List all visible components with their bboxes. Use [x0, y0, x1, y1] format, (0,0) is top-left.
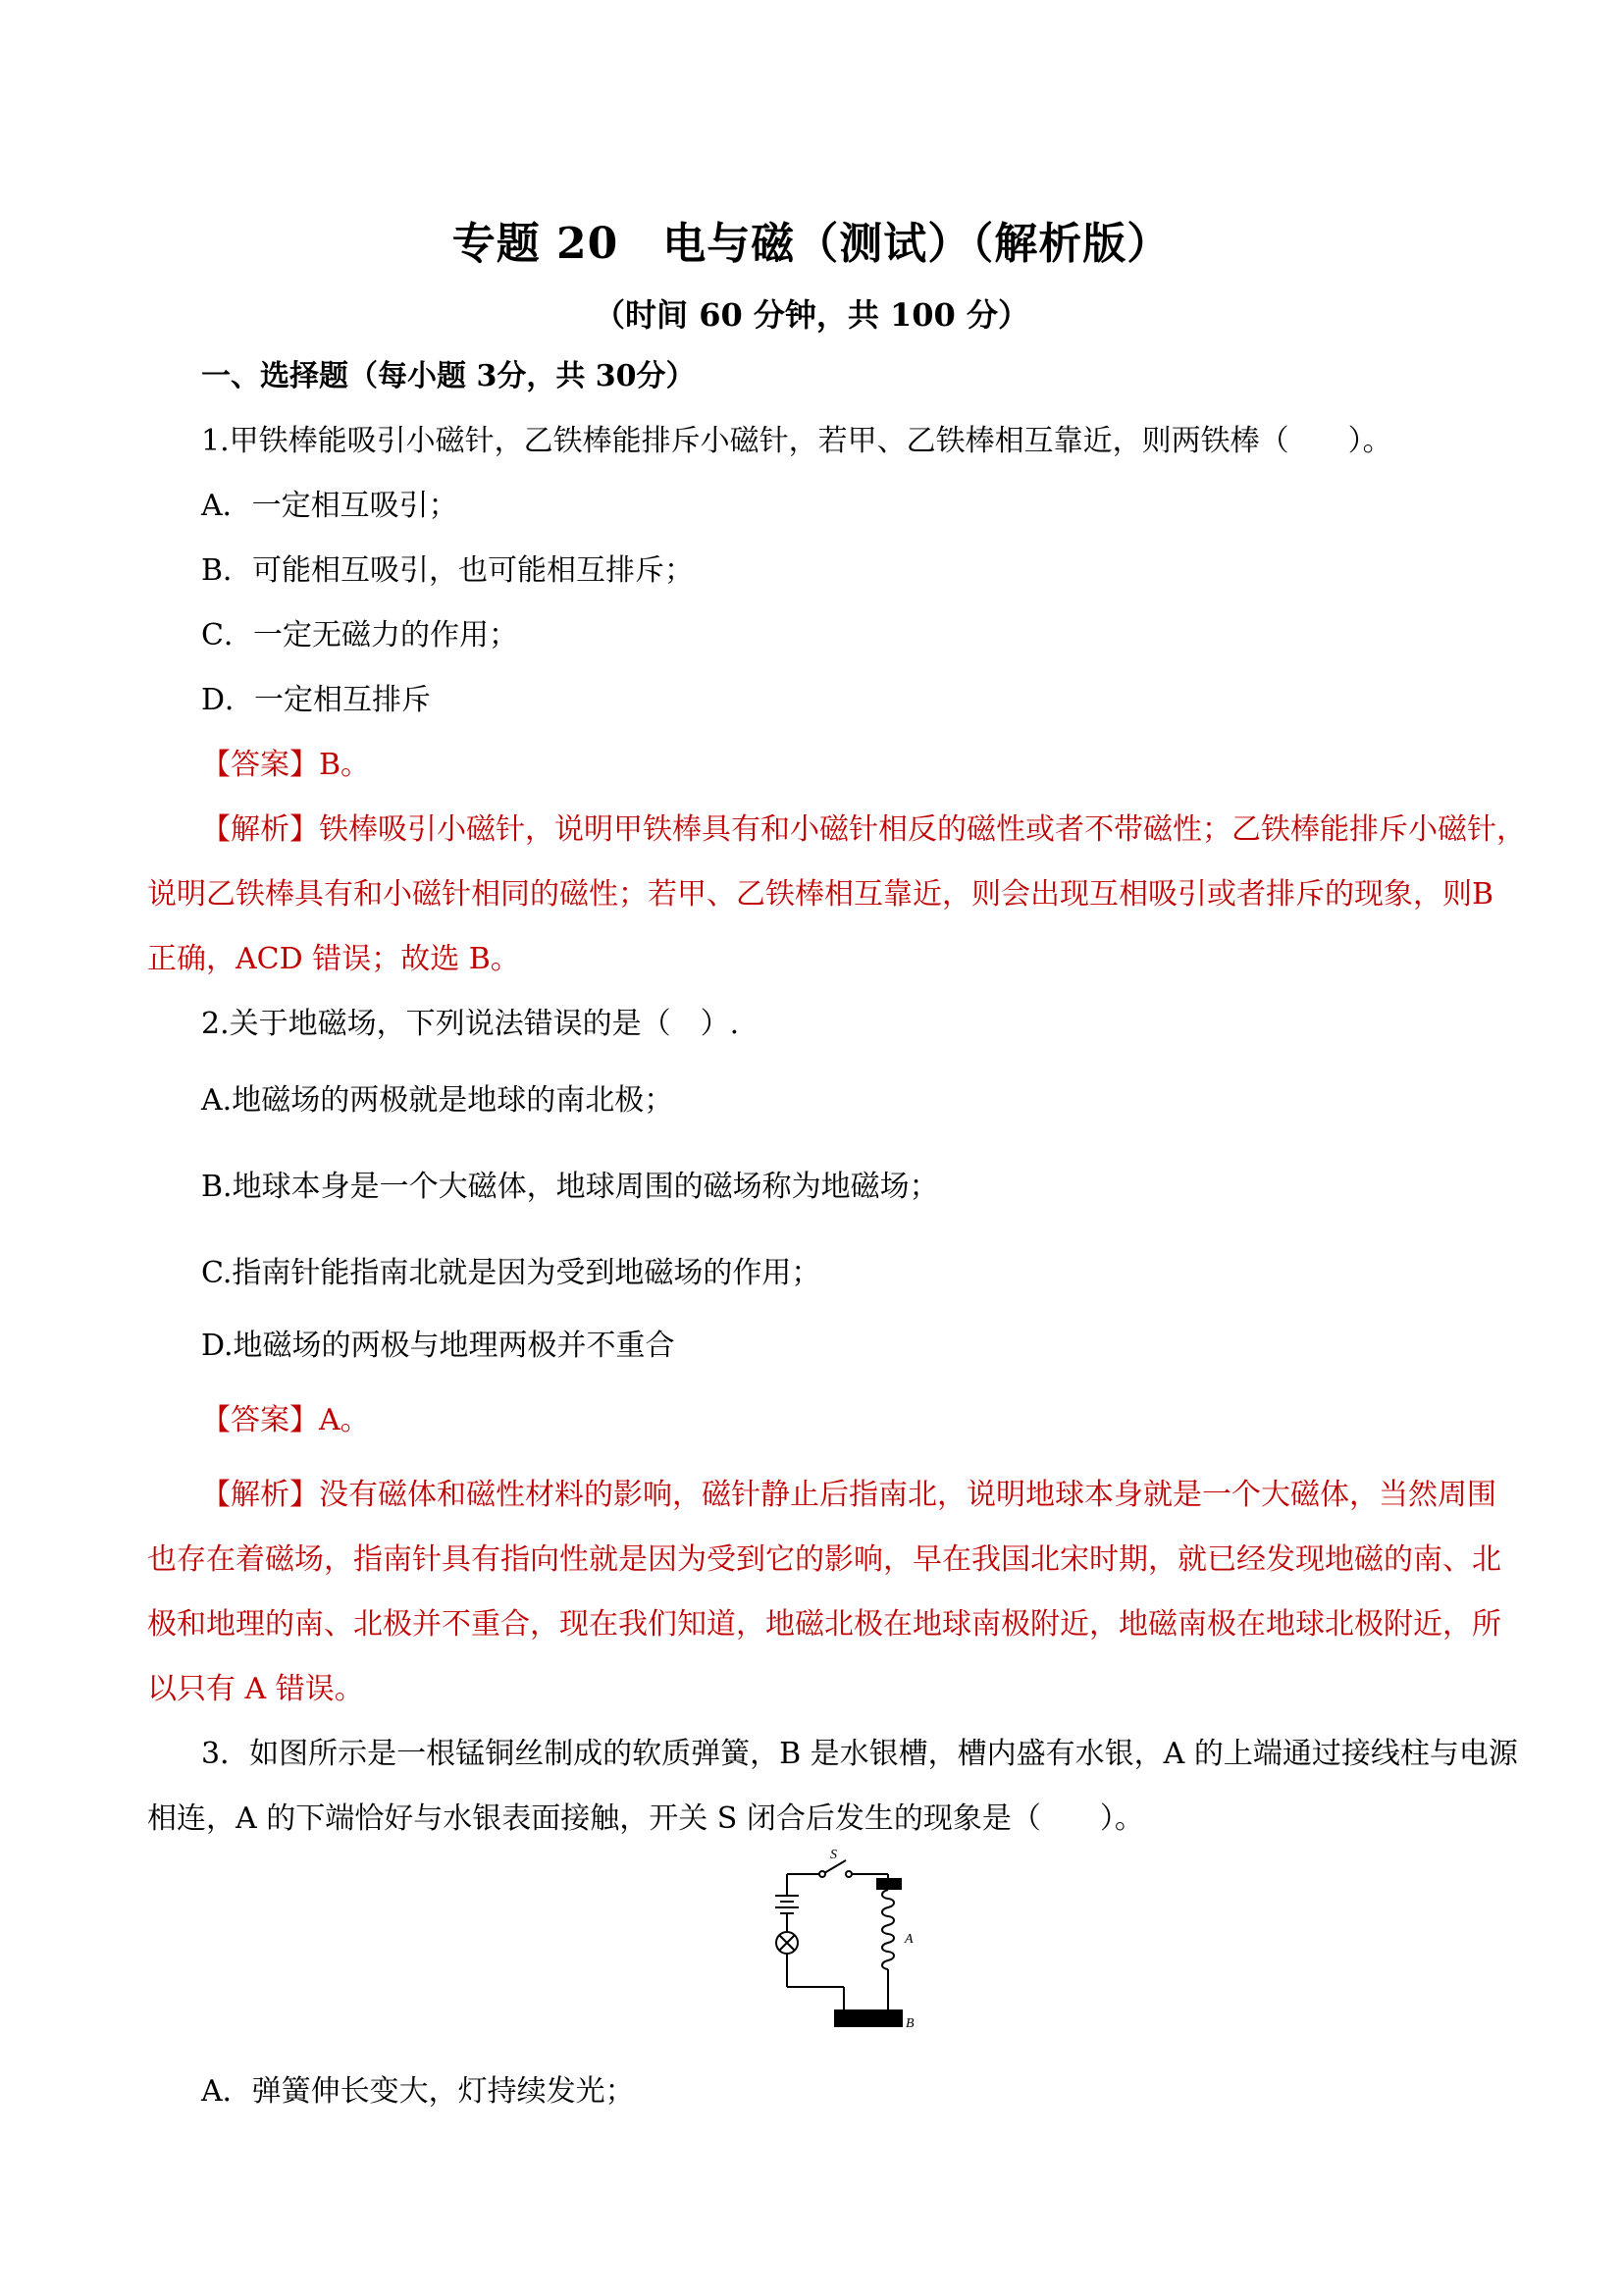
- question-3-stem-line-1: 3．如图所示是一根锰铜丝制成的软质弹簧，B 是水银槽，槽内盛有水银，A 的上端通过接线柱与电源: [201, 1737, 1518, 1771]
- page-subtitle: （时间 60 分钟，共 100 分）: [594, 296, 1029, 334]
- circuit-diagram: [765, 1845, 932, 2041]
- question-1-option-b: B．可能相互吸引，也可能相互排斥；: [201, 553, 695, 588]
- mercury-trough: [834, 2009, 903, 2027]
- question-2-option-c: C.指南针能指南北就是因为受到地磁场的作用；: [201, 1256, 821, 1290]
- question-2-analysis-line-1: 【解析】没有磁体和磁性材料的影响，磁针静止后指南北，说明地球本身就是一个大磁体，当然周围: [201, 1478, 1496, 1512]
- question-3-option-a: A．弹簧伸长变大，灯持续发光；: [201, 2074, 635, 2109]
- question-2-stem: 2.关于地磁场，下列说法错误的是（ ）.: [201, 1007, 740, 1041]
- question-1-analysis-line-1: 【解析】铁棒吸引小磁针，说明甲铁棒具有和小磁针相反的磁性或者不带磁性；乙铁棒能排斥小磁针，: [201, 812, 1526, 847]
- question-1-option-c: C．一定无磁力的作用；: [201, 618, 518, 652]
- question-1-stem: 1.甲铁棒能吸引小磁针，乙铁棒能排斥小磁针，若甲、乙铁棒相互靠近，则两铁棒（ ）。: [201, 424, 1392, 458]
- terminal-block: [876, 1878, 902, 1890]
- spring-label: A: [905, 1932, 914, 1947]
- question-2-analysis-line-2: 也存在着磁场，指南针具有指向性就是因为受到它的影响，早在我国北宋时期，就已经发现地磁的南、北: [147, 1542, 1501, 1577]
- question-2-answer: 【答案】A。: [201, 1403, 370, 1437]
- question-3-stem-line-2: 相连，A 的下端恰好与水银表面接触，开关 S 闭合后发生的现象是（ ）。: [147, 1801, 1144, 1836]
- question-1-answer: 【答案】B。: [201, 748, 371, 782]
- question-2-option-b: B.地球本身是一个大磁体，地球周围的磁场称为地磁场；: [201, 1170, 939, 1204]
- question-2-option-d: D.地磁场的两极与地理两极并不重合: [201, 1329, 675, 1363]
- trough-label: B: [906, 2016, 915, 2031]
- question-1-analysis-line-2: 说明乙铁棒具有和小磁针相同的磁性；若甲、乙铁棒相互靠近，则会出现互相吸引或者排斥的现象，则B: [147, 877, 1494, 912]
- page-title: 专题 20 电与磁（测试）（解析版）: [451, 219, 1172, 269]
- question-1-analysis-line-3: 正确，ACD 错误；故选 B。: [147, 942, 520, 976]
- question-1-option-d: D．一定相互排斥: [201, 683, 432, 717]
- section-heading: 一、选择题（每小题 3分，共 30分）: [201, 359, 696, 393]
- question-2-analysis-line-3: 极和地理的南、北极并不重合，现在我们知道，地磁北极在地球南极附近，地磁南极在地球北极附近，所: [147, 1607, 1501, 1642]
- question-2-option-a: A.地磁场的两极就是地球的南北极；: [201, 1083, 674, 1118]
- question-1-option-a: A．一定相互吸引；: [201, 489, 458, 523]
- question-2-analysis-line-4: 以只有 A 错误。: [147, 1672, 364, 1706]
- switch-label: S: [830, 1848, 837, 1862]
